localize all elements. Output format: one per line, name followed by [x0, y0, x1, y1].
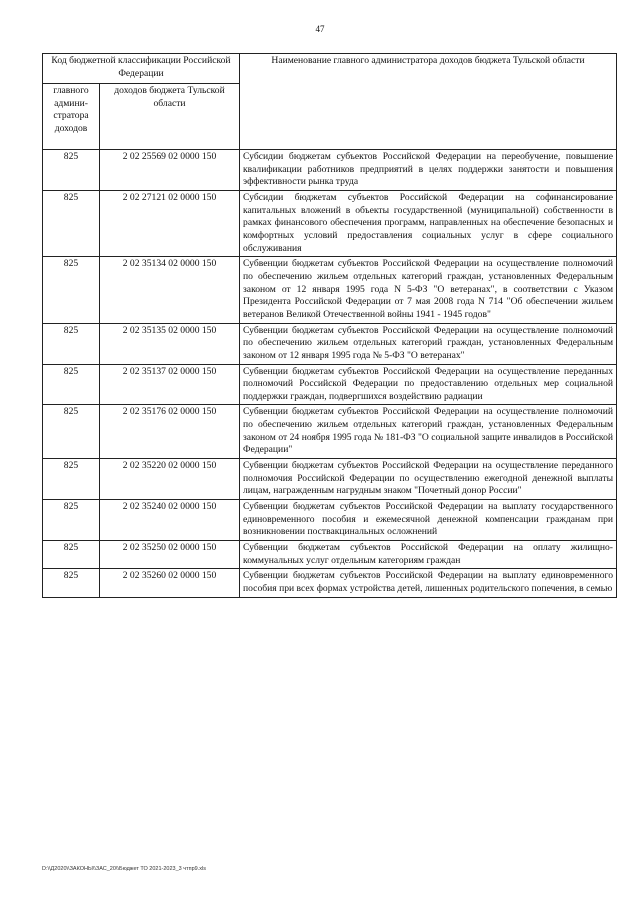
admin-code-cell: 825 — [43, 257, 100, 323]
income-name-cell: Субвенции бюджетам субъектов Российской Федерации на осуществление полномочий по обеспечению жильем отдельных категорий граждан, установленных Федеральным законом от 12 января 1995 года № 5-ФЗ "О ветеранах" — [240, 323, 617, 364]
income-code-cell: 2 02 27121 02 0000 150 — [100, 190, 240, 256]
admin-code-cell: 825 — [43, 569, 100, 597]
income-code-cell: 2 02 35176 02 0000 150 — [100, 405, 240, 459]
income-code-cell: 2 02 25569 02 0000 150 — [100, 150, 240, 191]
table-row — [43, 257, 617, 323]
income-code-cell: 2 02 35260 02 0000 150 — [100, 569, 240, 597]
income-code-cell: 2 02 35240 02 0000 150 — [100, 500, 240, 541]
table-row — [43, 150, 617, 191]
table-row — [43, 323, 617, 364]
admin-code-cell: 825 — [43, 150, 100, 191]
table-row — [43, 569, 617, 597]
income-name-cell: Субвенции бюджетам субъектов Российской Федерации на осуществление полномочий по обеспечению жильем отдельных категорий граждан, установленных Федеральным законом от 12 января 1995 года N 5-ФЗ "О ветеранах", в соответствии с Указом Президента Российской Федерации от 7 мая 2008 года N 714 "Об обеспечении жильем ветеранов Великой Отечественной войны 1941 - 1945 годов" — [240, 257, 617, 323]
admin-code-cell: 825 — [43, 364, 100, 405]
income-code-cell: 2 02 35135 02 0000 150 — [100, 323, 240, 364]
header-kbk: Код бюджетной классификации Российской Федерации — [43, 54, 240, 84]
income-name-cell: Субсидии бюджетам субъектов Российской Федерации на софинансирование капитальных вложений в объекты государственной (муниципальной) собственности в рамках финансового обеспечения программ, направленных на обеспечение безопасных и комфортных условий предоставления социальных услуг в сфере социального обслуживания — [240, 190, 617, 256]
admin-code-cell: 825 — [43, 459, 100, 500]
header-name: Наименование главного администратора доходов бюджета Тульской области — [240, 54, 617, 150]
income-code-cell: 2 02 35220 02 0000 150 — [100, 459, 240, 500]
page-number: 47 — [315, 24, 325, 34]
table-row — [43, 190, 617, 256]
income-code-cell: 2 02 35134 02 0000 150 — [100, 257, 240, 323]
admin-code-cell: 825 — [43, 500, 100, 541]
income-code-cell: 2 02 35250 02 0000 150 — [100, 541, 240, 569]
income-name-cell: Субсидии бюджетам субъектов Российской Федерации на переобучение, повышение квалификации работников предприятий в целях поддержки занятости и повышения эффективности рынка труда — [240, 150, 617, 191]
admin-code-cell: 825 — [43, 405, 100, 459]
income-name-cell: Субвенции бюджетам субъектов Российской Федерации на осуществление переданных полномочий Российской Федерации по предоставлению отдельных мер социальной поддержки граждан, подвергшихся воздействию радиации — [240, 364, 617, 405]
table-row — [43, 500, 617, 541]
table-row — [43, 459, 617, 500]
income-name-cell: Субвенции бюджетам субъектов Российской Федерации на выплату государственного единовременного пособия и ежемесячной денежной компенсации гражданам при возникновении поствакцинальных осложнений — [240, 500, 617, 541]
income-name-cell: Субвенции бюджетам субъектов Российской Федерации на выплату единовременного пособия при всех формах устройства детей, лишенных родительского попечения, в семью — [240, 569, 617, 597]
table-row — [43, 541, 617, 569]
file-path-footer: D:\\Д2020\\ЗАКОНЫ\\ЗАС_20\\Бюджет ТО 2021-2023_3 чтпр9.xls — [42, 866, 206, 872]
income-name-cell: Субвенции бюджетам субъектов Российской Федерации на осуществление полномочий по обеспечению жильем отдельных категорий граждан, установленных Федеральным законом от 24 ноября 1995 года № 181-ФЗ "О социальной защите инвалидов в Российской Федерации" — [240, 405, 617, 459]
revenue-administrators-table — [42, 53, 617, 598]
table-row — [43, 405, 617, 459]
income-name-cell: Субвенции бюджетам субъектов Российской Федерации на осуществление переданного полномочия Российской Федерации по осуществлению ежегодной денежной выплаты лицам, награжденным нагрудным знаком "Почетный донор России" — [240, 459, 617, 500]
header-admin: главного админи-стратора доходов — [43, 84, 100, 150]
income-name-cell: Субвенции бюджетам субъектов Российской Федерации на оплату жилищно-коммунальных услуг отдельным категориям граждан — [240, 541, 617, 569]
table-row — [43, 364, 617, 405]
admin-code-cell: 825 — [43, 190, 100, 256]
table-header-row — [43, 54, 617, 84]
income-code-cell: 2 02 35137 02 0000 150 — [100, 364, 240, 405]
admin-code-cell: 825 — [43, 323, 100, 364]
header-income: доходов бюджета Тульской области — [100, 84, 240, 150]
admin-code-cell: 825 — [43, 541, 100, 569]
